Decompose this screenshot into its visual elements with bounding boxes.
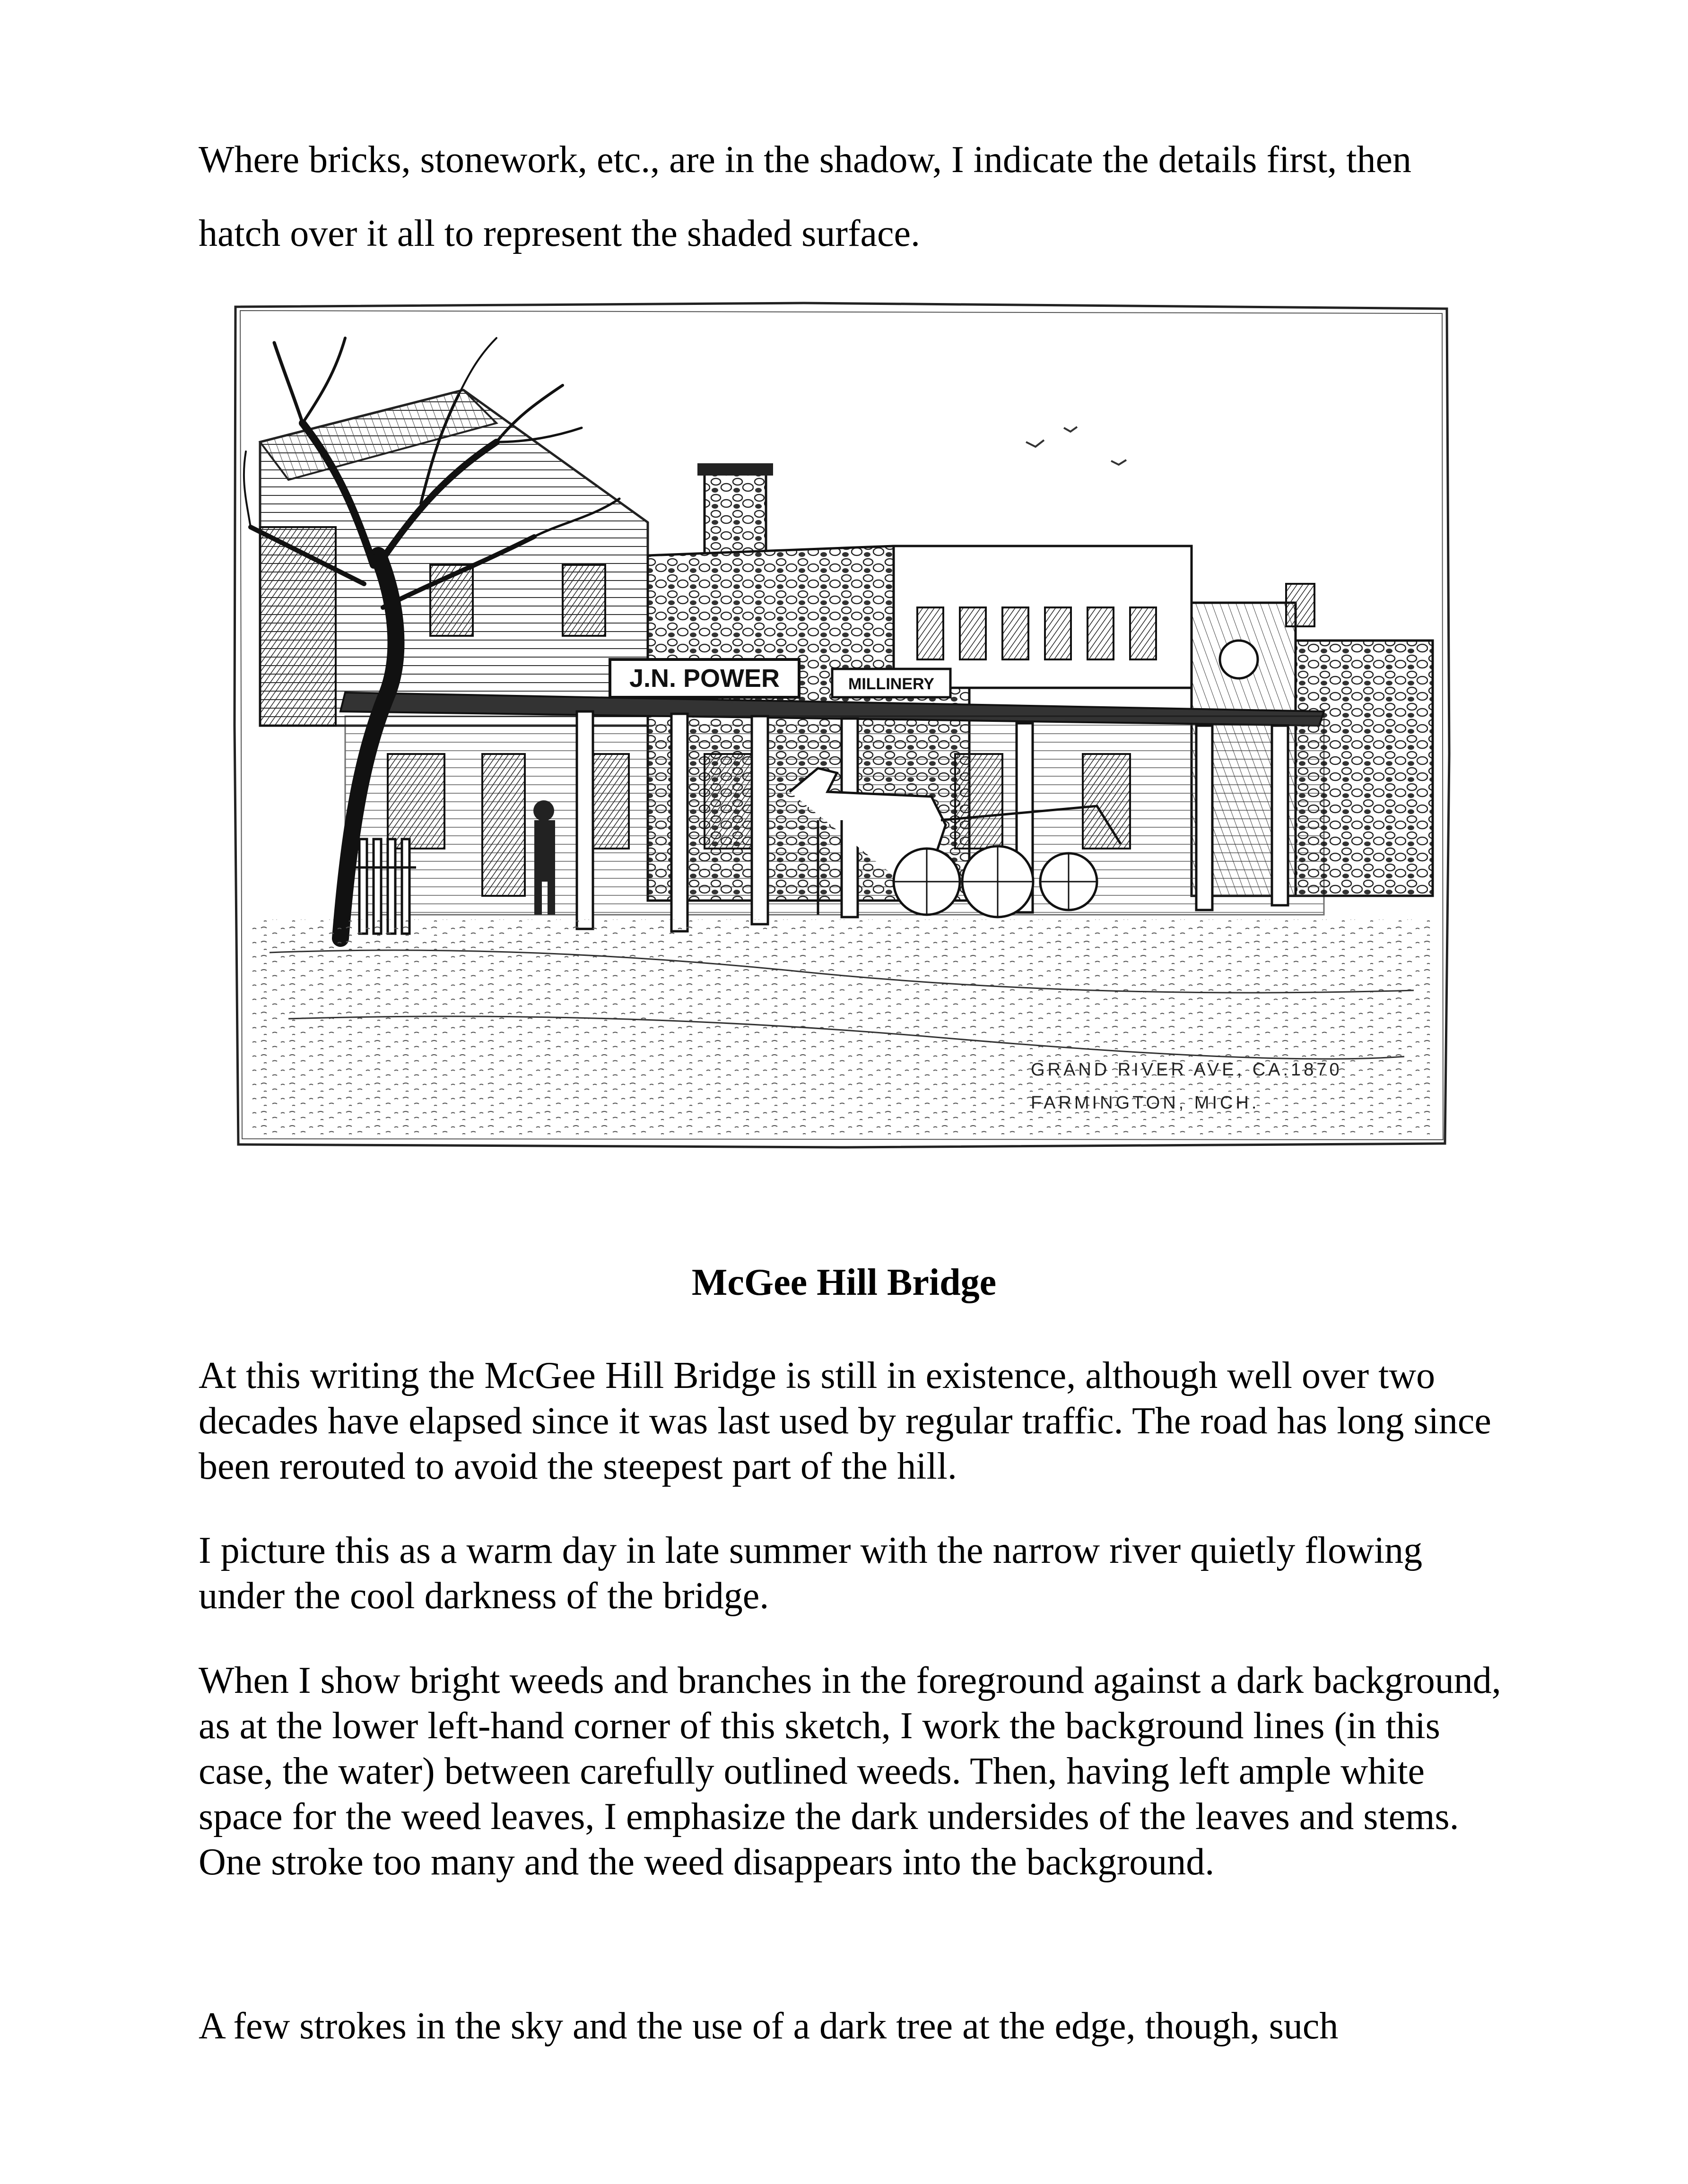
bottom-partial-line <box>199 2003 1523 2047</box>
farmington-street-illustration <box>232 300 1452 1151</box>
paragraph-1: At this writing the McGee Hill Bridge is still in existence, although well over two decades have elapsed since it was last used by regular traffic. The road has long since been rerouted to avoid the steepest part of the hill. <box>199 1355 1491 1487</box>
illustration-caption-line1: GRAND RIVER AVE, CA.1870 <box>1031 1060 1342 1080</box>
paragraph-2: I picture this as a warm day in late summer with the narrow river quietly flowing under the cool darkness of the bridge. <box>199 1530 1423 1617</box>
sign-millinery: MILLINERY <box>848 675 934 693</box>
illustration-caption-line2: FARMINGTON, MICH. <box>1031 1093 1260 1113</box>
section-title: McGee Hill Bridge <box>691 1262 997 1303</box>
sign-power: J.N. POWER <box>629 664 780 693</box>
top-partial-line <box>199 139 1523 204</box>
bottom-partial-text: A few strokes in the sky and the use of a dark tree at the edge, though, such <box>199 2005 1339 2047</box>
top-partial-text: Where bricks, stonework, etc., are in the shadow, I indicate the details first, then <box>199 139 1412 181</box>
paragraph-3: When I show bright weeds and branches in the foreground against a dark background, as at the lower left-hand corner of this sketch, I work the background lines (in this case, the water) between carefully outlined weeds. Then, having left ample white space for the weed leaves, I emphasize the dark undersides of the leaves and stems. One stroke too many and the weed disappears into the background. <box>199 1660 1501 1883</box>
intro-paragraph-end: hatch over it all to represent the shaded surface. <box>199 213 921 254</box>
